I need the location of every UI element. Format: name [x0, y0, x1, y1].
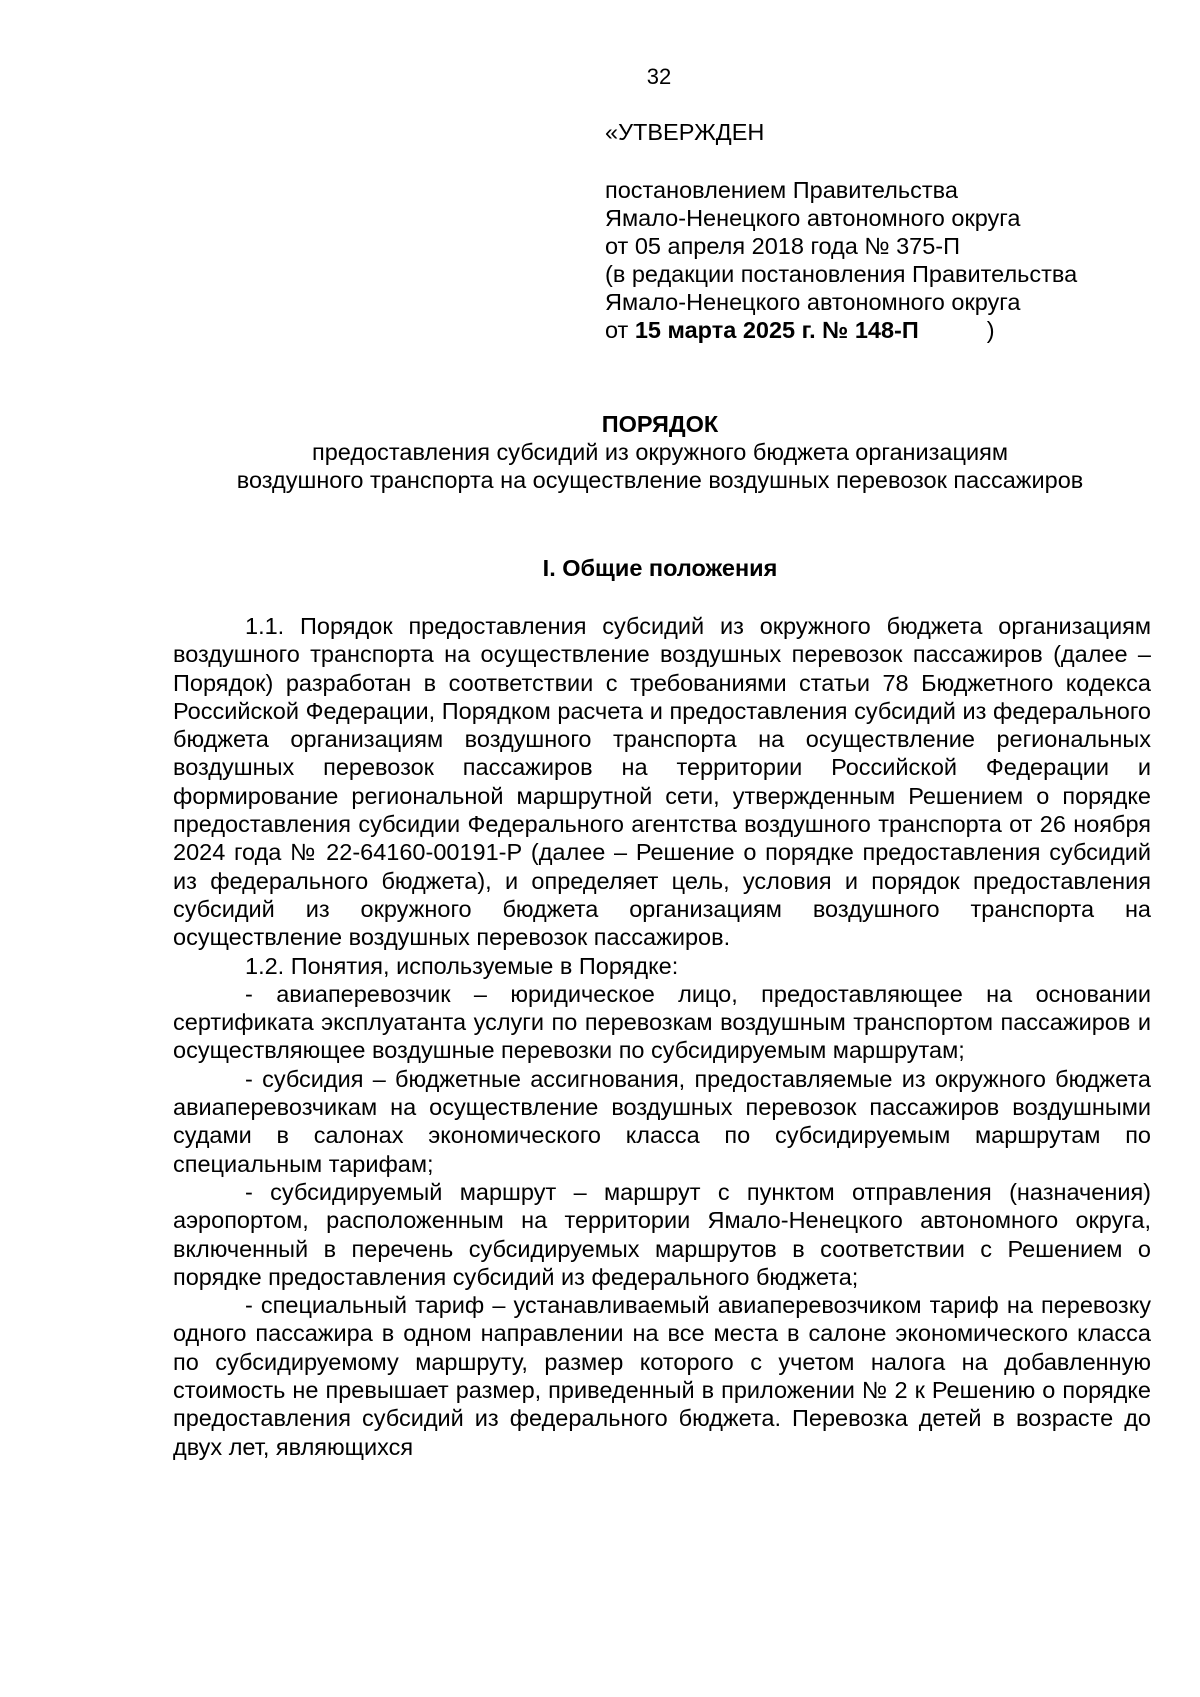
approval-last-line [605, 316, 1165, 344]
definition-special-tariff: - специальный тариф – устанавливаемый авиаперевозчиком тариф на перевозку одного пассажира в одном направлении на все места в салоне экономического класса по субсидируемому маршруту, размер которого с учетом налога на добавленную стоимость не превышает размер, приведенный в приложении № 2 к Решению о порядке предоставления субсидий из федерального бюджета. Перевозка детей в возрасте до двух лет, являющихся [173, 1292, 1151, 1460]
approval-title: «УТВЕРЖДЕН [605, 119, 765, 145]
approval-stamp [605, 118, 1165, 344]
paragraph-1-1: 1.1. Порядок предоставления субсидий из окружного бюджета организациям воздушного транспорта на осуществление воздушных перевозок пассажиров (далее – Порядок) разработан в соответствии с требованиями статьи 78 Бюджетного кодекса Российской Федерации, Порядком расчета и предоставления субсидий из федерального бюджета организациям воздушного транспорта на осуществление региональных воздушных перевозок пассажиров на территории Российской Федерации и формирование региональной маршрутной сети, утвержденным Решением о порядке предоставления субсидии Федерального агентства воздушного транспорта от 26 ноября 2024 года № 22-64160-00191-Р (далее – Решение о порядке предоставления субсидий из федерального бюджета), и определяет цель, условия и порядок предоставления субсидий из окружного бюджета организациям воздушного транспорта на осуществление воздушных перевозок пассажиров. [173, 613, 1151, 951]
paragraph-1-2: 1.2. Понятия, используемые в Порядке: [245, 952, 679, 979]
approval-line: (в редакции постановления Правительства [605, 261, 1078, 287]
approval-line: Ямало-Ненецкого автономного округа [605, 205, 1021, 231]
approval-line: от 05 апреля 2018 года № 375-П [605, 233, 961, 259]
definition-subsidy: - субсидия – бюджетные ассигнования, предоставляемые из окружного бюджета авиаперевозчикам на осуществление воздушных перевозок пассажиров воздушными судами в салонах экономического класса по субсидируемым маршрутам по специальным тарифам; [173, 1065, 1151, 1177]
document-subtitle-line-2: воздушного транспорта на осуществление воздушных перевозок пассажиров [236, 467, 1084, 493]
page-number: 32 [646, 64, 672, 89]
document-subtitle-line-1: предоставления субсидий из окружного бюджета организациям [312, 439, 1008, 465]
document-title: ПОРЯДОК [601, 411, 719, 437]
approval-line: Ямало-Ненецкого автономного округа [605, 289, 1021, 315]
document-title-block [170, 410, 1150, 494]
definition-carrier: - авиаперевозчик – юридическое лицо, предоставляющее на основании сертификата эксплуатанта услуги по перевозкам воздушным транспортом пассажиров и осуществляющее воздушные перевозки по субсидируемым маршрутам; [173, 980, 1151, 1064]
approval-date-prefix: от [605, 317, 629, 343]
section-heading: I. Общие положения [542, 555, 778, 581]
definition-subsidized-route: - субсидируемый маршрут – маршрут с пунктом отправления (назначения) аэропортом, расположенным на территории Ямало-Ненецкого автономного округа, включенный в перечень субсидируемых маршрутов в соответствии с Решением о порядке предоставления субсидий из федерального бюджета; [173, 1178, 1151, 1290]
document-body [173, 612, 1151, 1461]
approval-line: постановлением Правительства [605, 177, 958, 203]
approval-date: 15 марта 2025 г. № 148-П [634, 317, 919, 343]
approval-closing-paren: ) [986, 317, 995, 343]
